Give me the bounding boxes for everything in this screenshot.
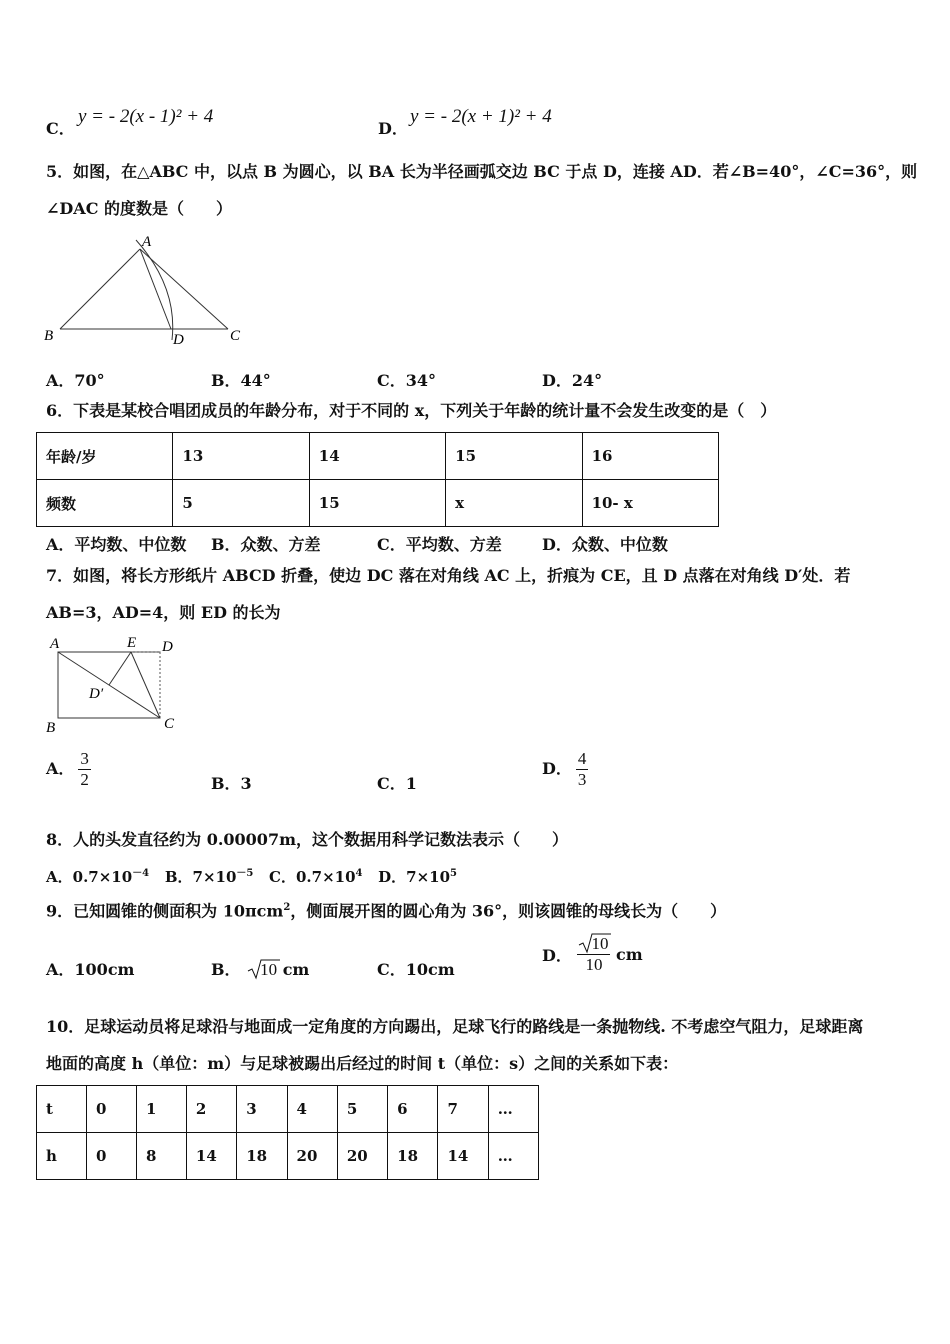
q9-option-d-fraction <box>577 934 610 975</box>
q9-text-a: 9．已知圆锥的侧面积为 10πcm <box>46 901 284 921</box>
q9-option-d-unit: cm <box>616 945 643 964</box>
q10-text-line2: 地面的高度 h（单位：m）与足球被踢出后经过的时间 t（单位：s）之间的关系如下表： <box>46 1054 679 1073</box>
q4-option-c-label: C． <box>46 119 75 138</box>
q9-d-denominator: 10 <box>585 955 603 974</box>
q9-d-radicand: 10 <box>591 934 609 953</box>
q6-age-table <box>36 432 719 527</box>
q6-cell: 14 <box>309 433 445 480</box>
q8-option-b: B．7×10 <box>164 868 237 886</box>
q10-cell: 0 <box>86 1133 136 1180</box>
q5-triangle-figure <box>40 232 250 347</box>
q5-text-line1: 5．如图，在△ABC 中，以点 B 为圆心，以 BA 长为半径画弧交边 BC 于点 D，连接 AD．若∠B=40°，∠C=36°，则 <box>46 162 918 181</box>
q6-cell: 年龄/岁 <box>37 433 173 480</box>
q7-label-d: D <box>162 639 173 655</box>
q10-cell: 4 <box>287 1086 337 1133</box>
q10-cell: 3 <box>237 1086 287 1133</box>
q4-option-c-expr: y = - 2(x - 1)² + 4 <box>78 106 214 127</box>
q8-option-c-exp: 4 <box>355 868 363 879</box>
q10-text-line1: 10．足球运动员将足球沿与地面成一定角度的方向踢出，足球飞行的路线是一条抛物线. 不考虑空气阻力，足球距离 <box>46 1017 864 1036</box>
q7-option-d <box>542 748 588 790</box>
q6-option-a: A．平均数、中位数 <box>46 535 187 554</box>
q7-d-numerator: 4 <box>577 749 587 768</box>
q9-text-sup: 2 <box>283 902 291 913</box>
q10-table-row-h <box>37 1133 539 1180</box>
q7-a-numerator: 3 <box>80 749 89 768</box>
q5-option-a: A．70° <box>46 371 105 390</box>
sqrt-icon <box>577 932 611 954</box>
q8-option-c: C．0.7×10 <box>269 868 356 886</box>
q10-cell: 5 <box>337 1086 387 1133</box>
q6-option-b: B．众数、方差 <box>211 535 321 554</box>
q6-cell: 13 <box>173 433 309 480</box>
q7-option-a-label: A． <box>46 759 75 778</box>
q5-label-c: C <box>230 328 241 344</box>
q10-cell: 6 <box>388 1086 438 1133</box>
q8-option-d-exp: 5 <box>450 868 458 879</box>
q10-cell: 18 <box>237 1133 287 1180</box>
q10-table <box>36 1085 539 1180</box>
q9-option-b-radicand: 10 <box>260 960 278 979</box>
q8-option-a: A．0.7×10 <box>46 868 133 886</box>
q9-option-b-label: B． <box>211 960 241 979</box>
q10-cell: … <box>488 1133 538 1180</box>
q10-cell: 20 <box>287 1133 337 1180</box>
q8-option-d: D．7×10 <box>378 868 451 886</box>
q9-option-a: A．100cm <box>46 960 135 979</box>
q8-option-a-exp: －4 <box>132 868 150 879</box>
q10-cell: 2 <box>186 1086 236 1133</box>
q5-option-b: B．44° <box>211 371 271 390</box>
q7-option-b: B．3 <box>211 774 252 793</box>
q7-label-c: C <box>164 716 175 732</box>
q9-d-numerator <box>577 934 610 955</box>
q5-label-a: A <box>142 234 152 250</box>
q7-a-denominator: 2 <box>80 770 89 789</box>
q6-text: 6．下表是某校合唱团成员的年龄分布，对于不同的 x，下列关于年龄的统计量不会发生改变的是（ ） <box>46 401 777 420</box>
q7-option-d-fraction <box>576 749 589 790</box>
q5-side-ab <box>60 249 140 329</box>
q7-option-a <box>46 748 91 790</box>
q10-cell: h <box>37 1133 87 1180</box>
q7-option-d-label: D． <box>542 759 572 778</box>
q7-label-a: A <box>50 636 60 652</box>
q10-cell: 7 <box>438 1086 488 1133</box>
q5-label-b: B <box>44 328 54 344</box>
q4-option-d-expr: y = - 2(x + 1)² + 4 <box>410 106 552 127</box>
q6-table-row-age <box>37 433 719 480</box>
q5-option-d: D．24° <box>542 371 603 390</box>
q10-cell: 0 <box>86 1086 136 1133</box>
q10-cell: … <box>488 1086 538 1133</box>
q10-cell: 14 <box>438 1133 488 1180</box>
q10-cell: 14 <box>186 1133 236 1180</box>
q10-cell: 18 <box>388 1133 438 1180</box>
q7-label-b: B <box>46 720 56 736</box>
q7-option-c: C．1 <box>377 774 417 793</box>
q6-cell: x <box>446 480 582 527</box>
q9-text <box>46 898 726 921</box>
q10-cell: 8 <box>136 1133 186 1180</box>
q10-cell: 1 <box>136 1086 186 1133</box>
q5-option-c: C．34° <box>377 371 437 390</box>
q7-rectangle-figure <box>40 632 190 738</box>
q7-option-a-fraction <box>78 749 91 790</box>
q5-text-line2: ∠DAC 的度数是（ ） <box>46 199 233 218</box>
q9-option-b-unit: cm <box>282 960 310 979</box>
q6-cell: 15 <box>309 480 445 527</box>
q9-text-b: ，侧面展开图的圆心角为 36°，则该圆锥的母线长为（ ） <box>290 901 727 921</box>
q7-segment-ed-prime <box>109 652 131 685</box>
q6-cell: 15 <box>446 433 582 480</box>
q8-option-b-exp: －5 <box>236 868 254 879</box>
q7-d-denominator: 3 <box>577 770 587 789</box>
q6-option-d: D．众数、中位数 <box>542 535 668 554</box>
q5-arc <box>136 240 173 340</box>
q7-label-d-prime: D′ <box>89 686 104 702</box>
q9-option-d-label: D． <box>542 946 572 965</box>
q10-table-row-t <box>37 1086 539 1133</box>
q8-text: 8．人的头发直径约为 0.00007m，这个数据用科学记数法表示（ ） <box>46 830 569 849</box>
q9-option-d <box>542 934 643 975</box>
q10-cell: 20 <box>337 1133 387 1180</box>
q6-cell: 5 <box>173 480 309 527</box>
q6-cell: 16 <box>582 433 718 480</box>
q9-option-b <box>211 957 309 980</box>
q5-label-d: D <box>173 332 184 347</box>
q6-table-row-frequency <box>37 480 719 527</box>
q5-side-ac <box>140 249 228 329</box>
q6-option-c: C．平均数、方差 <box>377 535 502 554</box>
q4-option-d-label: D． <box>378 119 408 138</box>
q7-text-line2: AB=3，AD=4，则 ED 的长为 <box>46 603 281 622</box>
q7-label-e: E <box>127 635 137 651</box>
q9-option-c: C．10cm <box>377 960 455 979</box>
q10-cell: t <box>37 1086 87 1133</box>
q7-text-line1: 7．如图，将长方形纸片 ABCD 折叠，使边 DC 落在对角线 AC 上，折痕为 CE，且 D 点落在对角线 D′处．若 <box>46 566 851 585</box>
q6-cell: 10- x <box>582 480 718 527</box>
q8-options <box>46 864 457 887</box>
q6-cell: 频数 <box>37 480 173 527</box>
